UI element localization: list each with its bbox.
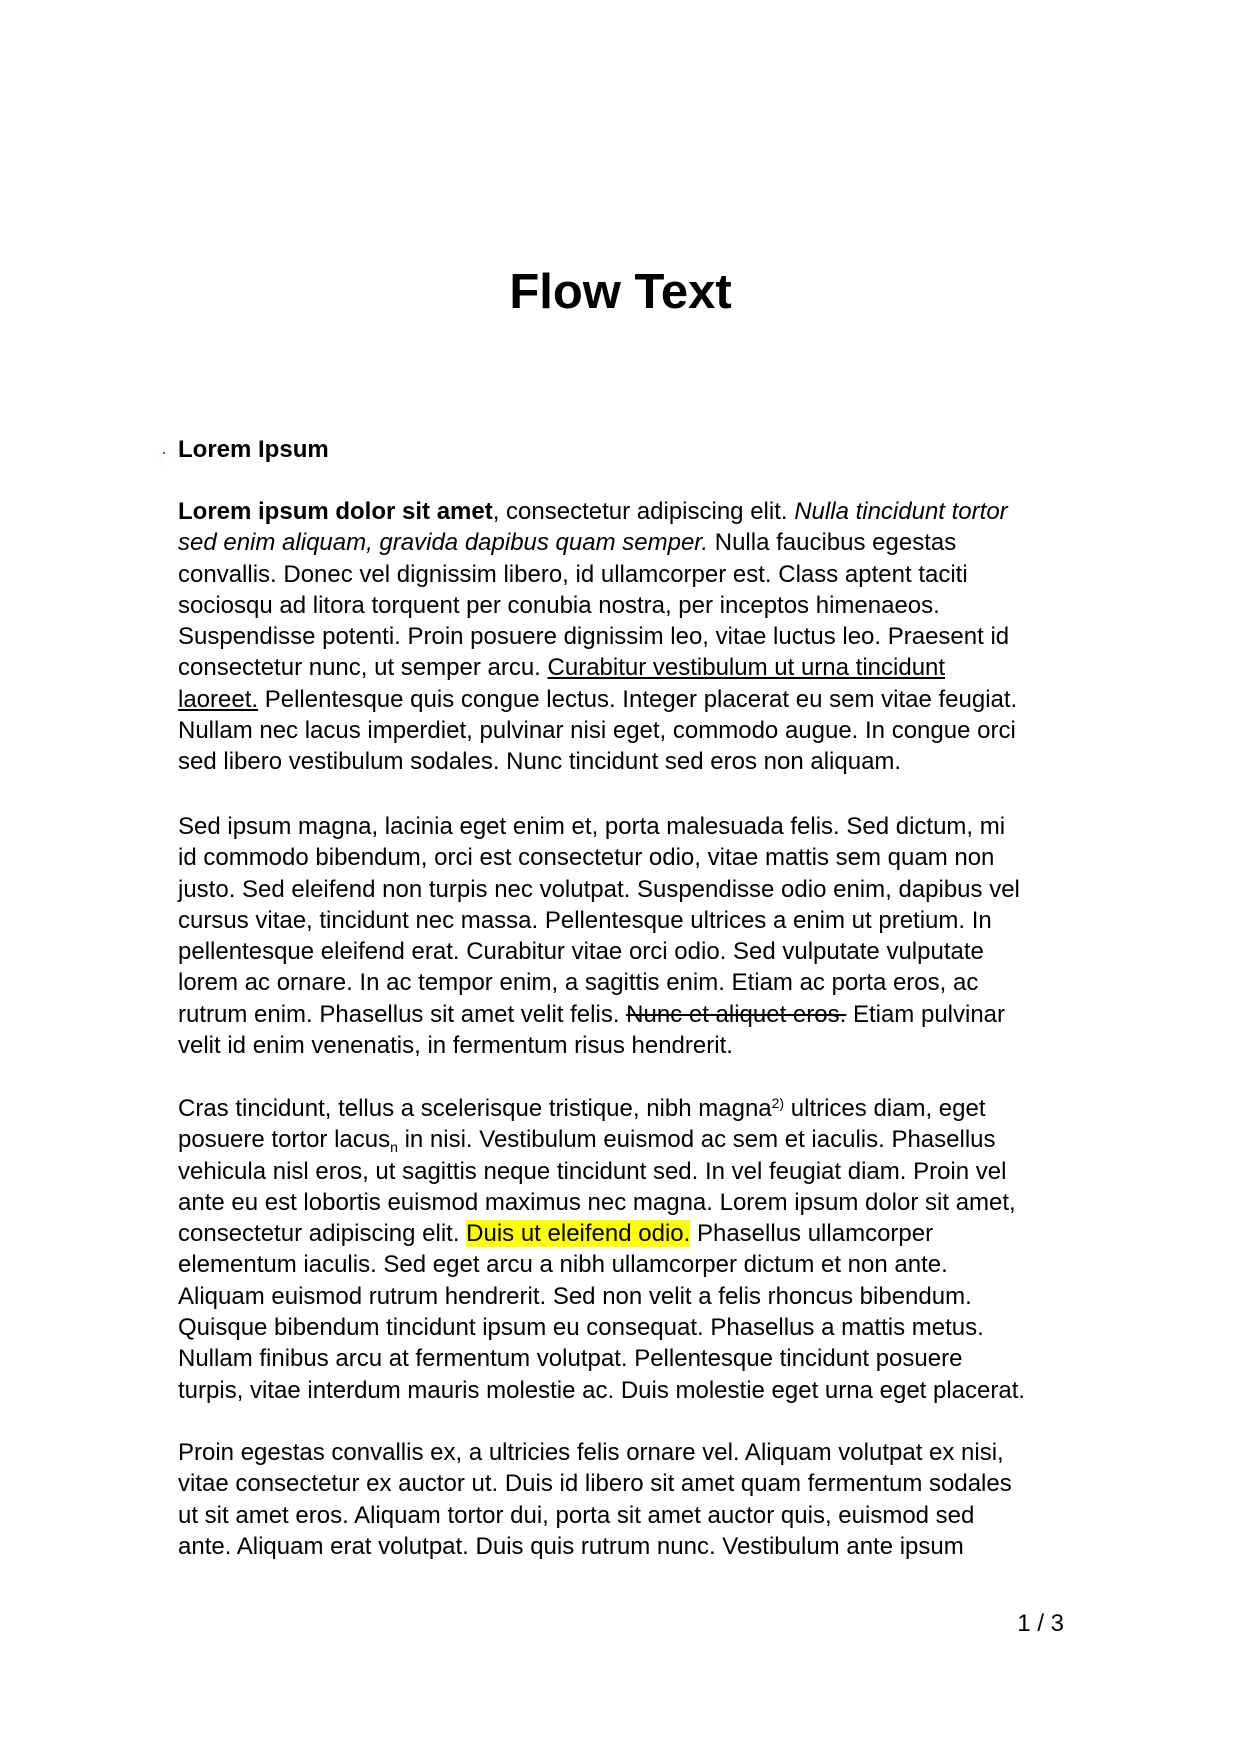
- text-line: convallis. Donec vel dignissim libero, id ullamcorper est. Class aptent taciti: [178, 560, 968, 588]
- underlined-text: laoreet.: [178, 685, 259, 713]
- change-marker: [163, 452, 165, 454]
- paragraph-2: [178, 811, 1078, 1061]
- text-line: cursus vitae, tincidunt nec massa. Pellentesque ultrices a enim ut pretium. In: [178, 906, 992, 934]
- text-line: vehicula nisl eros, ut sagittis neque tincidunt sed. In vel feugiat diam. Proin vel: [178, 1157, 1007, 1185]
- text-line: pellentesque eleifend erat. Curabitur vitae orci odio. Sed vulputate vulputate: [178, 938, 984, 966]
- highlighted-text: Duis ut eleifend odio.: [466, 1220, 691, 1248]
- text-line: Quisque bibendum tincidunt ipsum eu consequat. Phasellus a mattis metus.: [178, 1314, 984, 1342]
- text-line: Sed ipsum magna, lacinia eget enim et, porta malesuada felis. Sed dictum, mi: [178, 813, 1006, 840]
- strikethrough-text: Nunc et aliquet eros.: [626, 1000, 847, 1028]
- text-line: Nullam nec lacus imperdiet, pulvinar nisi eget, commodo augue. In congue orci: [178, 717, 1016, 745]
- section-heading: Lorem Ipsum: [178, 436, 329, 463]
- text-line: justo. Sed eleifend non turpis nec volutpat. Suspendisse odio enim, dapibus vel: [178, 875, 1020, 903]
- text-run: , consectetur adipiscing elit.: [492, 498, 795, 525]
- bold-text: Lorem ipsum dolor sit amet: [178, 498, 493, 525]
- text-line: Aliquam euismod rutrum hendrerit. Sed non velit a felis rhoncus bibendum.: [178, 1282, 972, 1310]
- text-run: Nulla faucibus egestas: [714, 529, 957, 557]
- text-run: consectetur adipiscing elit.: [178, 1220, 467, 1248]
- paragraph-4: [178, 1437, 1078, 1562]
- italic-text: Nulla tincidunt tortor: [794, 498, 1008, 525]
- underlined-text: Curabitur vestibulum ut urna tincidunt: [547, 654, 946, 682]
- text-run: Phasellus ullamcorper: [690, 1220, 934, 1248]
- text-run: in nisi. Vestibulum euismod ac sem et iaculis. Phasellus: [397, 1126, 996, 1154]
- text-line: vitae consectetur ex auctor ut. Duis id libero sit amet quam fermentum sodales: [178, 1470, 1012, 1498]
- text-run: Pellentesque quis congue lectus. Integer placerat eu sem vitae feugiat.: [258, 685, 1018, 713]
- paragraph-3: [178, 1093, 1078, 1406]
- subscript-text: n: [390, 1139, 398, 1156]
- text-line: ut sit amet eros. Aliquam tortor dui, porta sit amet auctor quis, euismod sed: [178, 1501, 975, 1529]
- paragraph-1: [178, 496, 1078, 778]
- text-run: posuere tortor lacus: [178, 1126, 391, 1154]
- text-line: Suspendisse potenti. Proin posuere dignissim leo, vitae luctus leo. Praesent id: [178, 623, 1010, 651]
- text-run: Etiam pulvinar: [846, 1000, 1006, 1028]
- superscript-text: 2): [771, 1095, 785, 1111]
- italic-text: sed enim aliquam, gravida dapibus quam semper.: [178, 529, 709, 557]
- text-run: consectetur nunc, ut semper arcu.: [178, 654, 548, 682]
- text-line: Nullam finibus arcu at fermentum volutpat. Pellentesque tincidunt posuere: [178, 1345, 963, 1373]
- text-line: velit id enim venenatis, in fermentum risus hendrerit.: [178, 1032, 733, 1060]
- text-run: Cras tincidunt, tellus a scelerisque tristique, nibh magna: [178, 1095, 772, 1122]
- text-line: sed libero vestibulum sodales. Nunc tincidunt sed eros non aliquam.: [178, 748, 902, 776]
- text-line: lorem ac ornare. In ac tempor enim, a sagittis enim. Etiam ac porta eros, ac: [178, 969, 979, 997]
- text-line: sociosqu ad litora torquent per conubia nostra, per inceptos himenaeos.: [178, 591, 940, 619]
- document-title: Flow Text: [509, 265, 732, 319]
- text-line: Proin egestas convallis ex, a ultricies felis ornare vel. Aliquam volutpat ex nisi,: [178, 1439, 1004, 1466]
- text-run: rutrum enim. Phasellus sit amet velit felis.: [178, 1000, 627, 1028]
- text-run: ultrices diam, eget: [784, 1095, 986, 1122]
- text-line: ante. Aliquam erat volutpat. Duis quis rutrum nunc. Vestibulum ante ipsum: [178, 1532, 964, 1560]
- text-line: ante eu est lobortis euismod maximus nec magna. Lorem ipsum dolor sit amet,: [178, 1188, 1016, 1216]
- text-line: id commodo bibendum, orci est consectetur odio, vitae mattis sem quam non: [178, 844, 995, 872]
- text-line: turpis, vitae interdum mauris molestie ac. Duis molestie eget urna eget placerat.: [178, 1376, 1026, 1404]
- text-line: elementum iaculis. Sed eget arcu a nibh ullamcorper dictum et non ante.: [178, 1251, 948, 1279]
- page-number: 1 / 3: [1017, 1610, 1064, 1637]
